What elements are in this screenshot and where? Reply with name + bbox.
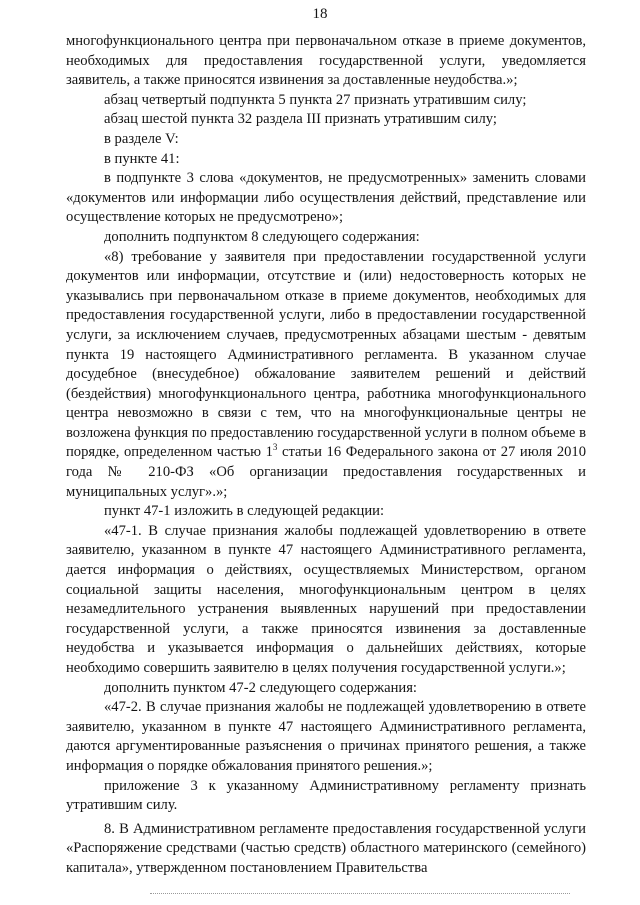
paragraph	[66, 248, 586, 503]
paragraph: приложение 3 к указанному Административному регламенту признать утратившим силу.	[66, 777, 586, 814]
document-body	[66, 32, 586, 879]
paragraph: «47-1. В случае признания жалобы подлежащей удовлетворению в ответе заявителю, указанном в пункте 47 настоящего Административного регламента, дается информация о действиях, осуществляемых Министерством, органом социальной защиты населения, многофункциональным центром в целях незамедлительного устранения выявленных нарушений при предоставлении государственной услуги, а также приносятся извинения за доставленные неудобства и указывается информация о дальнейших действиях, которые необходимо совершить заявителю в целях получения государственной услуги.»;	[66, 522, 586, 676]
superscript: 3	[272, 442, 278, 453]
paragraph: в пункте 41:	[104, 150, 180, 167]
page-number: 18	[312, 6, 328, 22]
paragraph: дополнить пунктом 47-2 следующего содержания:	[104, 679, 417, 696]
paragraph-text: статьи 16 Федерального закона от 27 июля 2010 года № 210-ФЗ «Об организации предоставления государственных и муниципальных услуг».»;	[66, 444, 587, 500]
paragraph: абзац шестой пункта 32 раздела III признать утратившим силу;	[104, 111, 497, 128]
paragraph-text: «8) требование у заявителя при предоставлении государственной услуги документов или информации, отсутствие и (или) недостоверность которых не указывались при первоначальном отказе в приеме документов, необходимых для предоставления государственной услуги, либо в предоставлении государственной услуги, за исключением случаев, предусмотренных абзацами шестым - девятым пункта 19 настоящего Административного регламента. В указанном случае досудебное (внесудебное) обжалование заявителем решений и действий (бездействия) многофункционального центра, работника многофункционального центра невозможно в связи с тем, что на многофункциональные центры не возложена функция по предоставлению государственной услуги в полном объеме в порядке, определенном частью 1	[66, 248, 586, 461]
paragraph: 8. В Административном регламенте предоставления государственной услуги «Распоряжение средствами (частью средств) областного материнского (семейного) капитала», утвержденном постановлением Правительства	[66, 820, 586, 876]
paragraph: многофункционального центра при первоначальном отказе в приеме документов, необходимых для предоставления государственной услуги, уведомляется заявитель, а также приносятся извинения за доставленные неудобства.»;	[66, 33, 586, 89]
footer-divider	[150, 893, 570, 894]
paragraph: дополнить подпунктом 8 следующего содержания:	[104, 228, 420, 245]
paragraph: в разделе V:	[104, 130, 179, 147]
paragraph: в подпункте 3 слова «документов, не предусмотренных» заменить словами «документов или информации либо осуществления действий, представление или осуществление которых не предусмотрено»;	[66, 170, 586, 226]
paragraph: пункт 47-1 изложить в следующей редакции:	[104, 503, 385, 520]
paragraph: абзац четвертый подпункта 5 пункта 27 признать утратившим силу;	[104, 91, 527, 108]
paragraph: «47-2. В случае признания жалобы не подлежащей удовлетворению в ответе заявителю, указанном в пункте 47 настоящего Административного регламента, даются аргументированные разъяснения о причинах принятого решения, а также информация о порядке обжалования принятого решения.»;	[66, 699, 586, 774]
